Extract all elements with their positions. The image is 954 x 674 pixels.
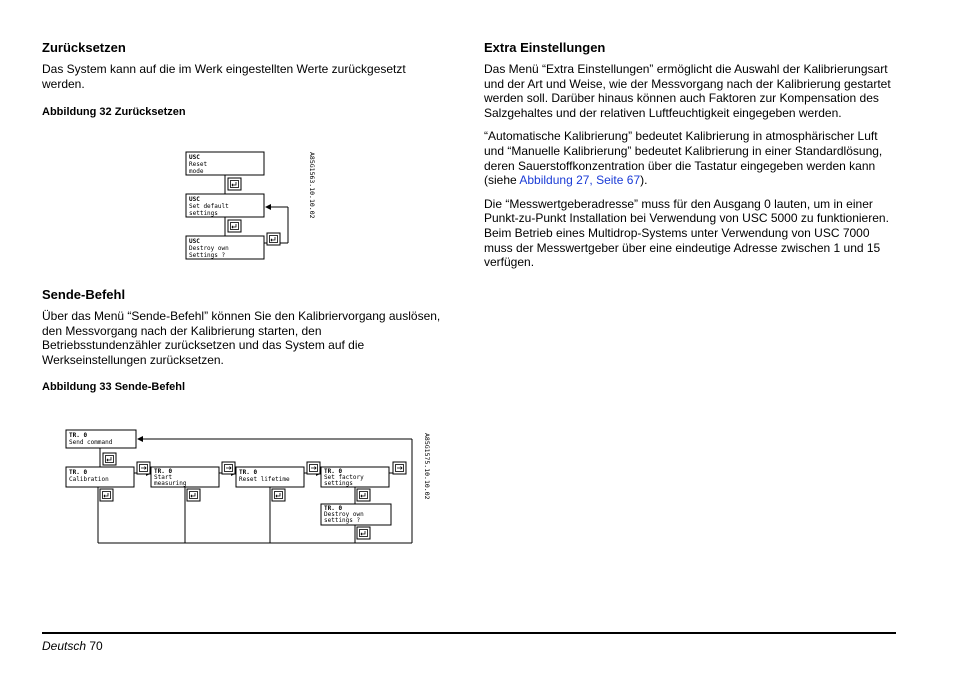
b5-line2: Destroy own	[324, 511, 364, 518]
b5-line1: TR. 0	[324, 505, 343, 512]
arrow-right-key-icon	[137, 462, 150, 474]
b3-line1: TR. 0	[239, 469, 258, 476]
figure-link[interactable]: Abbildung 27, Seite 67	[519, 173, 641, 188]
footer-page-number: 70	[89, 639, 103, 653]
footer	[42, 639, 103, 653]
extra-p2-end: ).	[640, 173, 648, 188]
arrow-right-key-icon	[393, 462, 406, 474]
figure-32-diagram	[180, 145, 330, 265]
b5-line3: settings ?	[324, 517, 361, 524]
send-heading: Sende-Befehl	[42, 287, 126, 302]
b2-line1: TR. 0	[154, 468, 173, 475]
figure-32-code: A85G1563.10.10.02	[308, 152, 316, 219]
left-column-lower	[42, 287, 442, 394]
left-column	[42, 40, 442, 119]
top-line1: TR. 0	[69, 432, 88, 439]
box3-line3: Settings ?	[189, 252, 226, 259]
box3-line1: USC	[189, 238, 200, 245]
box3-line2: Destroy own	[189, 245, 229, 252]
box2-line1: USC	[189, 196, 200, 203]
b4-line2: Set factory	[324, 474, 364, 481]
figure-32-caption: Abbildung 32 Zurücksetzen	[42, 106, 186, 119]
enter-key-icon	[187, 489, 200, 501]
b4-line1: TR. 0	[324, 468, 343, 475]
b2-line3: measuring	[154, 480, 187, 487]
arrow-right-key-icon	[307, 462, 320, 474]
extra-paragraph-3: Die “Messwertgeberadresse” muss für den Ausgang 0 lauten, um in einer Punkt-zu-Punkt Installation bei Verwendung von USC 5000 zu funktionieren. Beim Betrieb eines Multidrop-Systems unter Verwendung von USC 7000 muss der Messwertgeber über eine eindeutige Adresse zwischen 1 und 15 verfügen.	[484, 196, 889, 270]
reset-heading: Zurücksetzen	[42, 40, 126, 55]
extra-paragraph-2	[484, 129, 896, 187]
reset-text: Das System kann auf die im Werk eingestellten Werte zurückgesetzt werden.	[42, 62, 406, 91]
enter-key-icon	[100, 489, 113, 501]
footer-language: Deutsch	[42, 639, 87, 653]
enter-key-icon	[103, 453, 116, 465]
box1-line1: USC	[189, 154, 200, 161]
arrow-right-key-icon	[222, 462, 235, 474]
right-column	[484, 40, 896, 279]
b1-line2: Calibration	[69, 476, 109, 483]
enter-key-icon	[357, 489, 370, 501]
send-text: Über das Menü “Sende-Befehl” können Sie den Kalibriervorgang auslösen, den Messvorgang nach der Kalibrierung starten, den Betriebsstundenzähler zurücksetzen und das System auf die Werkseinstellungen zurücksetzen.	[42, 309, 441, 367]
enter-key-icon	[228, 178, 241, 190]
enter-key-icon	[357, 527, 370, 539]
extra-heading: Extra Einstellungen	[484, 40, 606, 55]
b2-line2: Start	[154, 474, 173, 481]
figure-33-caption: Abbildung 33 Sende-Befehl	[42, 381, 186, 394]
box1-line3: mode	[189, 168, 204, 175]
figure-33-code: A85G1575.10.10.02	[423, 433, 431, 500]
b4-line3: settings	[324, 480, 353, 487]
enter-key-icon	[228, 220, 241, 232]
top-line2: Send command	[69, 439, 113, 446]
b1-line1: TR. 0	[69, 469, 88, 476]
enter-key-icon	[272, 489, 285, 501]
b3-line2: Reset lifetime	[239, 476, 290, 483]
box1-line2: Reset	[189, 161, 208, 168]
box2-line3: settings	[189, 210, 218, 217]
footer-divider	[42, 632, 896, 634]
box2-line2: Set default	[189, 203, 229, 210]
enter-key-icon	[267, 233, 280, 245]
extra-paragraph-1: Das Menü “Extra Einstellungen” ermöglicht die Auswahl der Kalibrierungsart und der Art und Weise, wie der Messvorgang nach der Kalibrierung gestartet werden soll. Darüber hinaus können auch Faktoren zur Kompensation des Salzgehaltes und der relativen Luftfeuchtigkeit eingegeben werden.	[484, 62, 891, 120]
figure-33-diagram	[60, 425, 440, 550]
extra-p2-text: “Automatische Kalibrierung” bedeutet Kalibrierung in atmosphärischer Luft und “Manuelle Kalibrierung” bedeutet Kalibrierung in einer Standardlösung, deren Sauerstoffkonzentration über die Tastatur eingegeben werden kann (siehe	[484, 129, 883, 188]
